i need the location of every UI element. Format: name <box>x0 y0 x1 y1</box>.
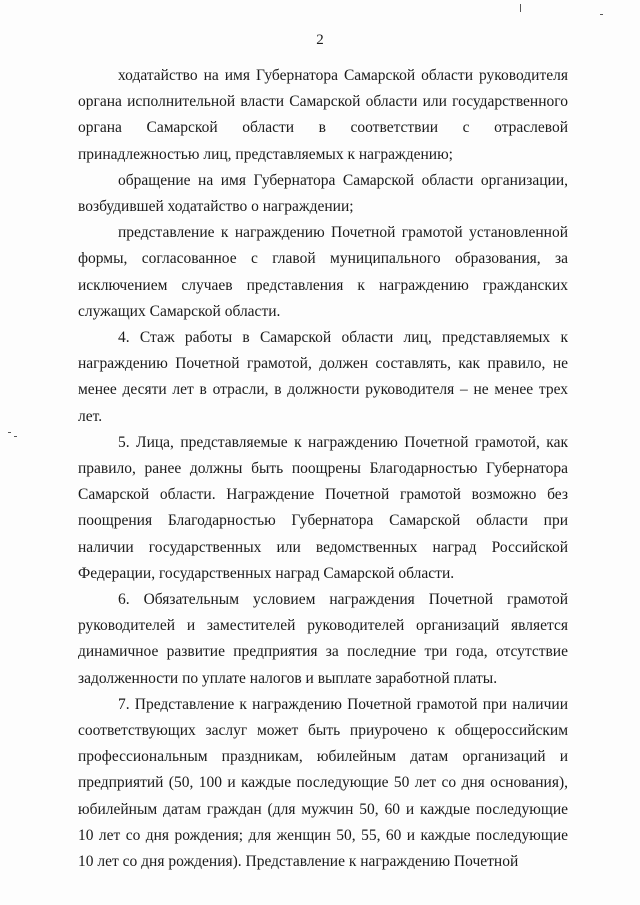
paragraph-4-work-experience: 4. Стаж работы в Самарской области лиц, представляемых к награждению Почетной грамотой, должен составлять, как правило, не менее десяти лет в отрасли, в должности руководителя – не менее трех лет. <box>78 329 568 425</box>
paragraph-7-timing: 7. Представление к награждению Почетной грамотой при наличии соответствующих заслуг может быть приурочено к общероссийским профессиональным праздникам, юбилейным датам организаций и предприятий (50, 100 и каждые последующие 50 лет со дня основания), юбилейным датам граждан (для мужчин 50, 60 и каждые последующие 10 лет со дня рождения; для женщин 50, 55, 60 и каждые последующие 10 лет со дня рождения). Представление к награждению Почетной <box>78 695 568 871</box>
page-number: 2 <box>316 32 324 48</box>
scan-artifact <box>520 4 521 12</box>
scan-artifact <box>14 436 17 437</box>
paragraph-5-prior-awards: 5. Лица, представляемые к награждению Почетной грамотой, как правило, ранее должны быть поощрены Благодарностью Губернатора Самарской области. Награждение Почетной грамотой возможно без поощрения Благодарностью Губернатора Самарской области при наличии государственных или ведомственных наград Российской Федерации, государственных наград Самарской области. <box>78 433 568 582</box>
paragraph-appeal: обращение на имя Губернатора Самарской области организации, возбудившей ходатайство о награждении; <box>78 171 568 216</box>
paragraph-submission-form: представление к награждению Почетной грамотой установленной формы, согласованное с главой муниципального образования, за исключением случаев представления к награждению гражданских служащих Самарской области. <box>78 224 568 320</box>
scan-artifact <box>600 14 603 15</box>
paragraph-6-mandatory-condition: 6. Обязательным условием награждения Почетной грамотой руководителей и заместителей руководителей организаций является динамичное развитие предприятия за последние три года, отсутствие задолженности по уплате налогов и выплате заработной платы. <box>78 591 568 687</box>
document-body <box>78 63 568 875</box>
paragraph-petition: ходатайство на имя Губернатора Самарской области руководителя органа исполнительной власти Самарской области или государственного органа Самарской области в соответствии с отраслевой принадлежностью лиц, представляемых к награждению; <box>78 67 568 163</box>
scan-artifact <box>8 432 11 433</box>
